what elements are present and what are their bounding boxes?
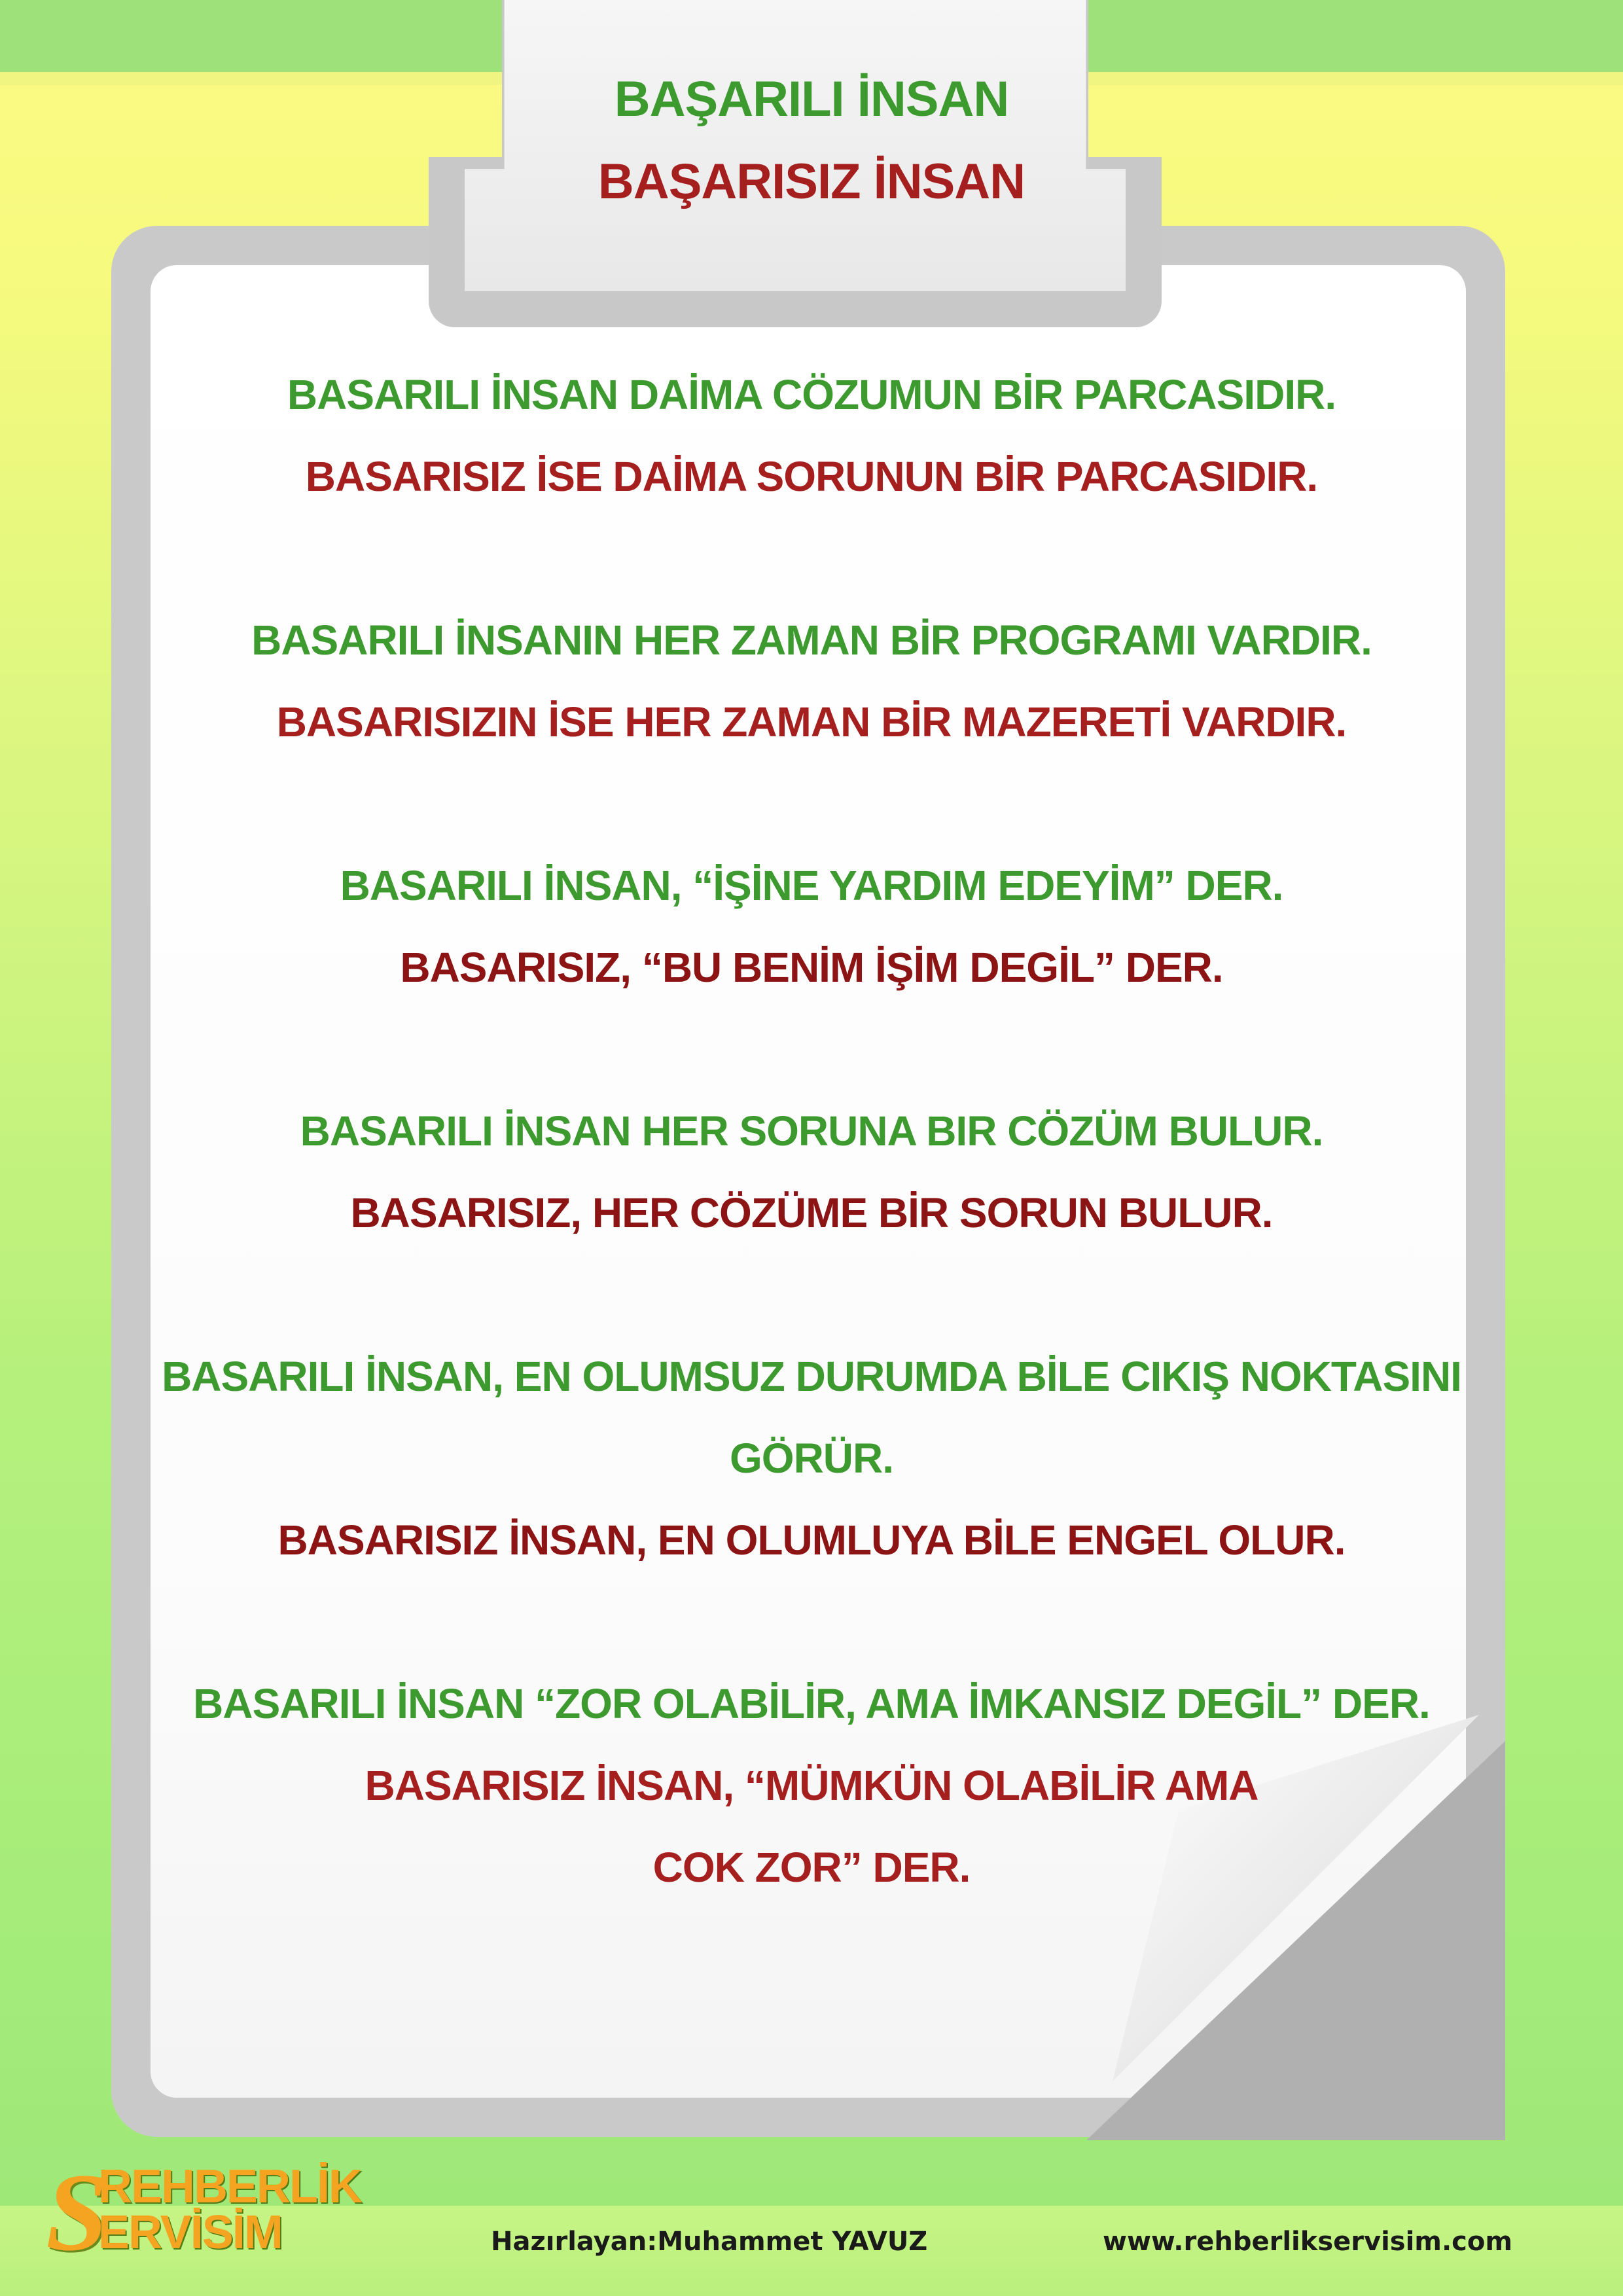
success-line: GÖRÜR.: [730, 1435, 893, 1482]
logo-initial: S: [46, 2151, 108, 2274]
title-success: BAŞARILI İNSAN: [614, 71, 1009, 127]
failure-line: BASARISIZ, HER CÖZÜME BİR SORUN BULUR.: [350, 1189, 1273, 1236]
website-link[interactable]: www.rehberlikservisim.com: [1103, 2227, 1513, 2257]
success-line: BASARILI İNSAN “ZOR OLABİLİR, AMA İMKANSIZ DEGİL” DER.: [193, 1680, 1430, 1727]
failure-line: BASARISIZ İNSAN, “MÜMKÜN OLABİLİR AMA: [365, 1762, 1258, 1809]
rehberlik-servisim-logo: [46, 2151, 362, 2274]
success-line: BASARILI İNSAN DAİMA CÖZUMUN BİR PARCASIDIR.: [287, 371, 1336, 418]
failure-line: BASARISIZ İSE DAİMA SORUNUN BİR PARCASIDIR.: [305, 453, 1318, 500]
author-credit: Hazırlayan:Muhammet YAVUZ: [491, 2227, 928, 2257]
failure-line: BASARISIZIN İSE HER ZAMAN BİR MAZERETİ VARDIR.: [276, 698, 1347, 745]
failure-line: BASARISIZ, “BU BENİM İŞİM DEGİL” DER.: [400, 944, 1223, 991]
success-line: BASARILI İNSANIN HER ZAMAN BİR PROGRAMI VARDIR.: [251, 617, 1372, 664]
logo-text-bottom: ERVİSİM: [98, 2206, 282, 2259]
failure-line: COK ZOR” DER.: [652, 1844, 971, 1891]
success-line: BASARILI İNSAN, “İŞİNE YARDIM EDEYİM” DER.: [340, 862, 1283, 909]
success-line: BASARILI İNSAN HER SORUNA BIR CÖZÜM BULUR.: [300, 1107, 1323, 1155]
logo-text-top: REHBERLİK: [98, 2161, 362, 2213]
title-failure: BAŞARISIZ İNSAN: [597, 154, 1026, 209]
clipboard-clip-inner: [465, 0, 1126, 291]
failure-line: BASARISIZ İNSAN, EN OLUMLUYA BİLE ENGEL OLUR.: [277, 1516, 1346, 1564]
success-line: BASARILI İNSAN, EN OLUMSUZ DURUMDA BİLE CIKIŞ NOKTASINI: [162, 1353, 1461, 1400]
